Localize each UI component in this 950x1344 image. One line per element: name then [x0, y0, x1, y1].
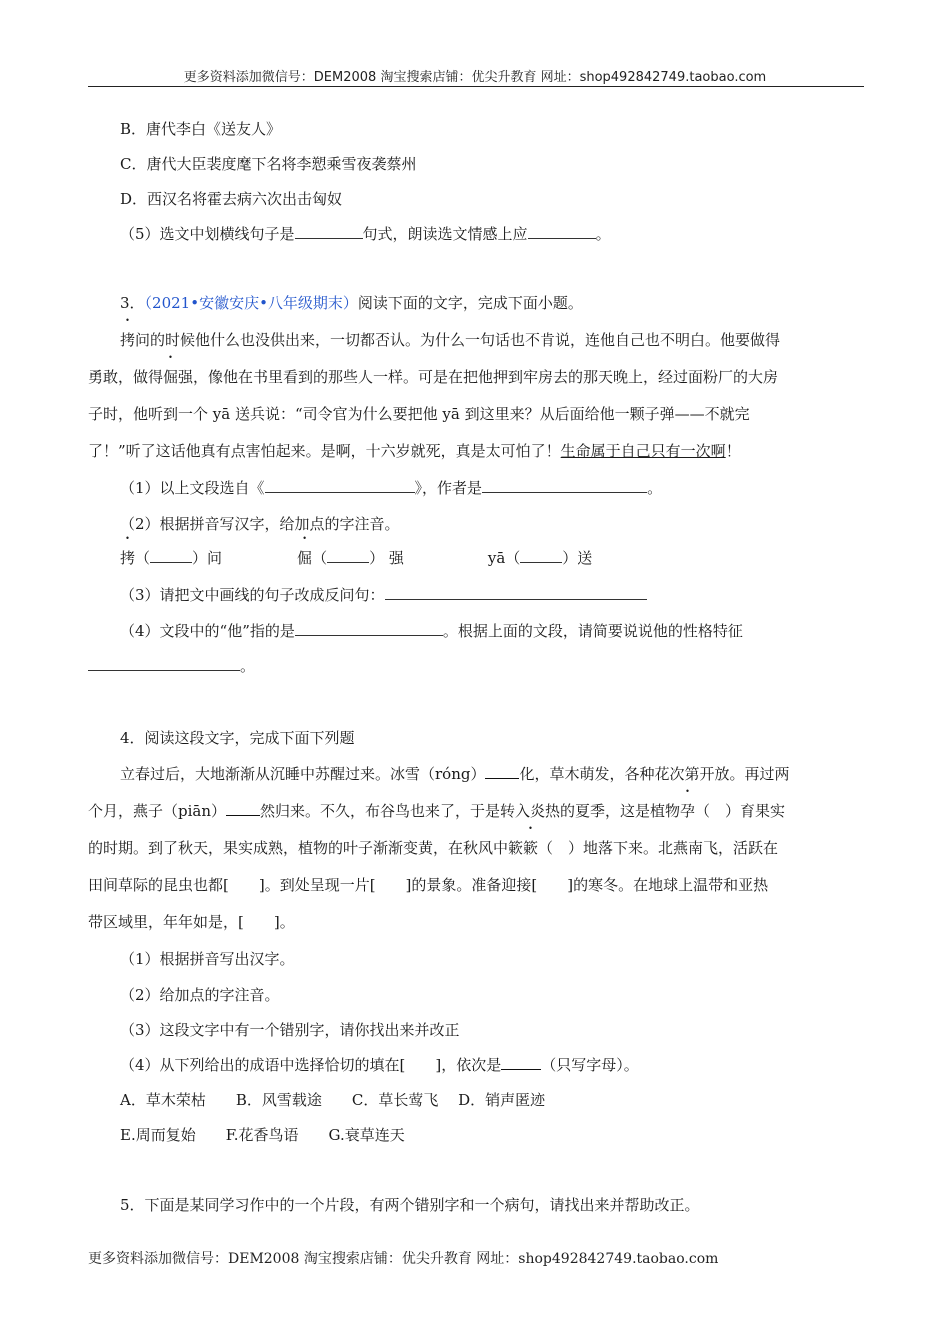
q2-subquestion-5: （5）选文中划横线句子是 句式，朗读选文情感上应 。 — [120, 225, 611, 243]
q4-passage-line-4: 田间草际的昆虫也都[ ]。到处呈现一片[ ]的景象。准备迎接[ ]的寒冬。在地球上温带和亚热 — [88, 876, 769, 894]
q3-passage-line-1: 拷问的时候他什么也没供出来，一切都否认。为什么一句话也不肯说，连他自己也不明白。他要做得 — [120, 331, 781, 349]
answer-blank[interactable] — [528, 223, 596, 239]
answer-blank[interactable] — [265, 477, 415, 493]
q3-pinyin-items: 拷（ ）问 倔（ ） 强 yā（ ）送 — [120, 549, 593, 567]
header-rule — [88, 86, 864, 87]
q3-subquestion-4-cont: 。 — [88, 655, 255, 676]
q2-option-c: C．唐代大臣裴度麾下名将李愬乘雪夜袭蔡州 — [120, 155, 417, 173]
q4-subquestion-1: （1）根据拼音写出汉字。 — [120, 950, 295, 968]
q3-subquestion-3: （3）请把文中画线的句子改成反问句： — [120, 584, 647, 605]
answer-blank[interactable] — [501, 1054, 541, 1070]
page-header: 更多资料添加微信号：DEM2008 淘宝搜索店铺：优尖升教育 网址：shop492842749.taobao.com — [183, 70, 767, 85]
answer-blank[interactable] — [88, 655, 240, 671]
q4-title: 4．阅读这段文字，完成下面下列题 — [120, 729, 355, 747]
q3-title: 3．（2021•安徽安庆•八年级期末）阅读下面的文字，完成下面小题。 — [120, 294, 583, 312]
answer-blank[interactable] — [295, 620, 443, 636]
answer-blank[interactable] — [482, 477, 647, 493]
q4-options-row-2: E.周而复始 F.花香鸟语 G.衰草连天 — [120, 1126, 405, 1144]
q3-passage-line-2: 勇敢，做得倔强，像他在书里看到的那些人一样。可是在把他押到牢房去的那天晚上，经过面粉厂的大房 — [88, 368, 779, 386]
q4-subquestion-2: （2）给加点的字注音。 — [120, 986, 280, 1004]
q3-passage-line-4: 了！”听了这话他真有点害怕起来。是啊，十六岁就死，真是太可怕了！生命属于自己只有一次啊！ — [88, 442, 741, 460]
answer-blank[interactable] — [295, 223, 363, 239]
underlined-sentence: 生命属于自己只有一次啊 — [560, 442, 726, 460]
q4-passage-line-2: 个月，燕子（piān） 然归来。不久，布谷鸟也来了，于是转入炎热的夏季，这是植物孕（ ）育果实 — [88, 802, 786, 820]
q2-option-b: B．唐代李白《送友人》 — [120, 120, 282, 138]
q4-passage-line-1: 立春过后，大地渐渐从沉睡中苏醒过来。冰雪（róng） 化，草木萌发，各种花次第开放。再过两 — [120, 765, 790, 783]
q2-option-d: D．西汉名将霍去病六次出击匈奴 — [120, 190, 343, 208]
q3-passage-line-3: 子时，他听到一个 yā 送兵说：“司令官为什么要把他 yā 到这里来？从后面给他一颗子弹——不就完 — [88, 405, 750, 423]
answer-blank[interactable] — [385, 584, 647, 600]
answer-blank[interactable] — [150, 547, 192, 563]
q3-subquestion-1: （1）以上文段选自《 》，作者是 。 — [120, 479, 663, 497]
q4-passage-line-3: 的时期。到了秋天，果实成熟，植物的叶子渐渐变黄，在秋风中簌簌（ ）地落下来。北燕南飞，活跃在 — [88, 839, 779, 857]
q4-subquestion-3: （3）这段文字中有一个错别字，请你找出来并改正 — [120, 1021, 460, 1039]
q3-source: （2021•安徽安庆•八年级期末） — [144, 294, 358, 312]
answer-blank[interactable] — [520, 547, 562, 563]
q5-title: 5．下面是某同学习作中的一个片段，有两个错别字和一个病句，请找出来并帮助改正。 — [120, 1196, 700, 1214]
page-footer: 更多资料添加微信号：DEM2008 淘宝搜索店铺：优尖升教育 网址：shop492842749.taobao.com — [88, 1251, 719, 1267]
q3-subquestion-2: （2）根据拼音写汉字，给加点的字注音。 — [120, 515, 400, 533]
answer-blank[interactable] — [327, 547, 369, 563]
q4-options-row-1: A．草木荣枯 B．风雪载途 C．草长莺飞 D．销声匿迹 — [120, 1091, 546, 1109]
q4-passage-line-5: 带区域里，年年如是，[ ]。 — [88, 913, 295, 931]
answer-blank[interactable] — [485, 763, 519, 779]
answer-blank[interactable] — [226, 800, 260, 816]
q3-subquestion-4: （4）文段中的“他”指的是 。根据上面的文段，请简要说说他的性格特征 — [120, 622, 743, 640]
q4-subquestion-4: （4）从下列给出的成语中选择恰切的填在[ ]，依次是 （只写字母）。 — [120, 1056, 639, 1074]
